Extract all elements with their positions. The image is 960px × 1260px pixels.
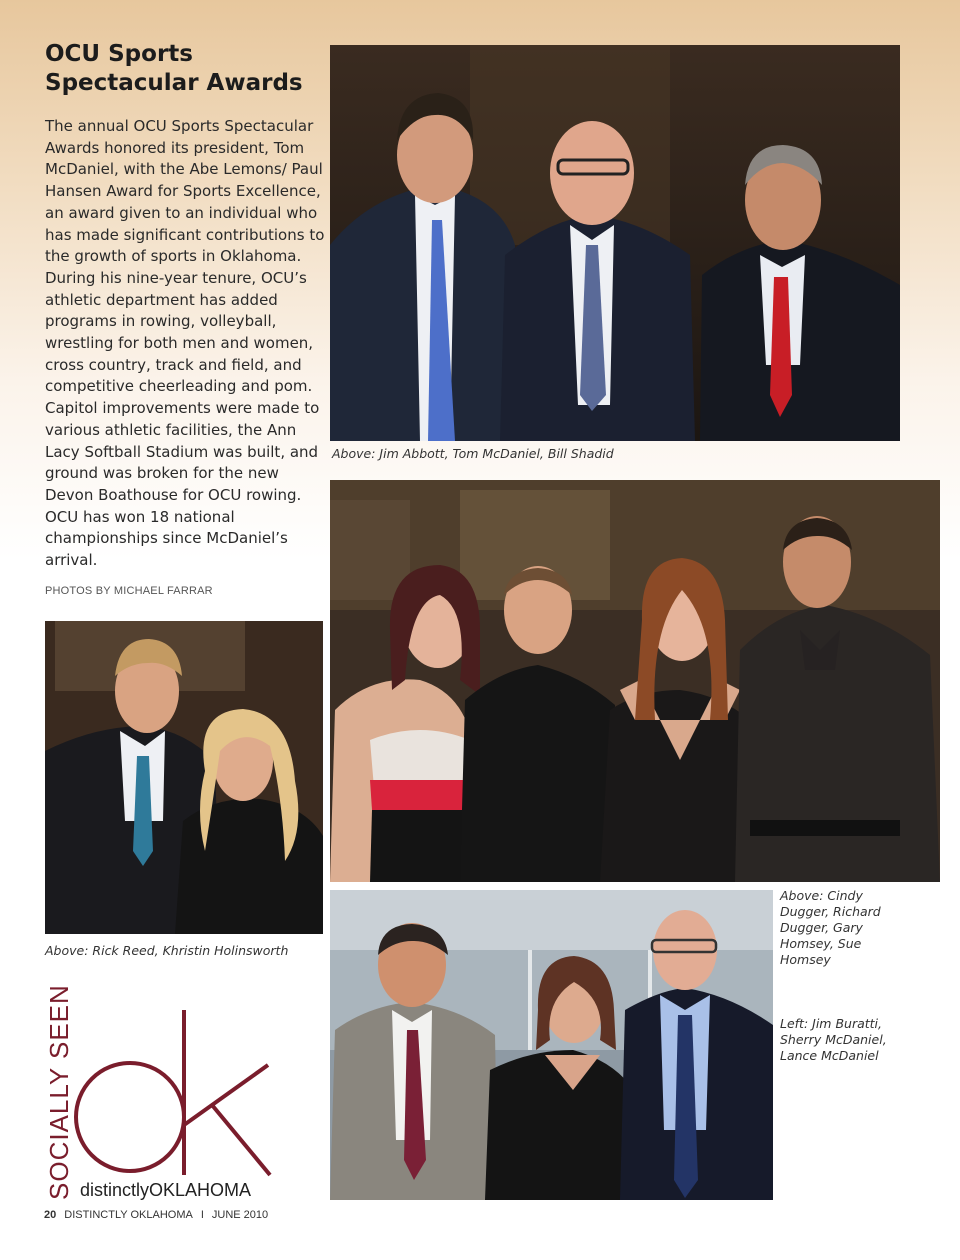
caption-photo-3-line: Dugger, Gary xyxy=(780,920,863,935)
caption-photo-4-line: Lance McDaniel xyxy=(780,1048,879,1063)
article-title-line-2: Spectacular Awards xyxy=(45,70,303,96)
photo-three-men xyxy=(330,45,900,441)
caption-photo-3-line: Homsey xyxy=(780,952,831,967)
page-number: 20 xyxy=(44,1209,57,1221)
caption-photo-4-line: Left: Jim Buratti, xyxy=(780,1016,882,1031)
photo-credit: PHOTOS BY MICHAEL FARRAR xyxy=(45,585,213,597)
caption-photo-3-line: Dugger, Richard xyxy=(780,904,881,919)
caption-photo-4-line: Sherry McDaniel, xyxy=(780,1032,887,1047)
page-footer xyxy=(44,1209,268,1221)
publication-name: DISTINCTLY OKLAHOMA xyxy=(64,1209,193,1221)
footer-separator: I xyxy=(200,1209,204,1221)
photo-couple xyxy=(45,621,323,934)
article-title xyxy=(45,40,315,98)
logo-wordmark: distinctlyOKLAHOMA xyxy=(80,1180,252,1200)
caption-photo-3-line: Homsey, Sue xyxy=(780,936,862,951)
caption-photo-3 xyxy=(780,888,881,968)
article-body: The annual OCU Sports Spectacular Awards honored its president, Tom McDaniel, with the Abe Lemons/ Paul Hansen Award for Sports Excellence, an award given to an individual who has made significant contributions to the growth of sports in Oklahoma. During his nine-year tenure, OCU’s athletic department has added programs in rowing, volleyball, wrestling for both men and women, cross country, track and field, and competitive cheerleading and pom. Capitol improvements were made to various athletic facilities, the Ann Lacy Softball Stadium was built, and ground was broken for the new Devon Boathouse for OCU rowing. OCU has won 18 national championships since McDaniel’s arrival. xyxy=(45,117,325,570)
caption-photo-1: Above: Jim Abbott, Tom McDaniel, Bill Shadid xyxy=(332,446,614,461)
caption-photo-4 xyxy=(780,1016,887,1064)
ok-logo-icon xyxy=(72,1005,277,1185)
section-label: SOCIALLY SEEN xyxy=(44,984,74,1200)
photo-trio xyxy=(330,890,773,1200)
issue-date: JUNE 2010 xyxy=(211,1209,269,1221)
article-title-line-1: OCU Sports xyxy=(45,41,193,67)
caption-photo-2: Above: Rick Reed, Khristin Holinsworth xyxy=(45,943,289,958)
photo-group-of-four xyxy=(330,480,940,882)
caption-photo-3-line: Above: Cindy xyxy=(780,888,863,903)
